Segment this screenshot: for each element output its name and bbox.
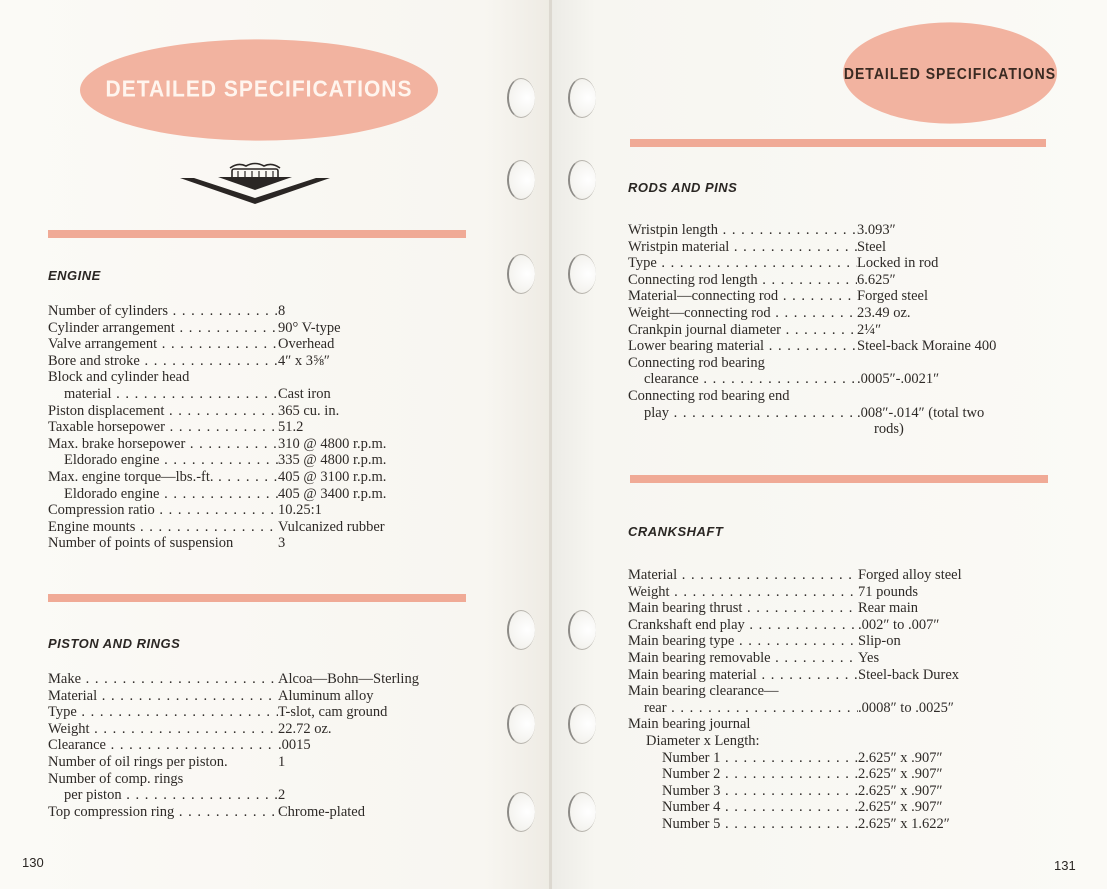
- spec-value: 22.72 oz.: [278, 720, 332, 737]
- spec-row: [628, 600, 962, 617]
- spec-row: [628, 355, 996, 372]
- page-number-left: 130: [22, 855, 44, 870]
- binder-hole-icon: [568, 78, 596, 118]
- spec-label: [628, 421, 874, 438]
- spec-label: Main bearing type . . .: [628, 633, 858, 650]
- spec-label: Number of cylinders . . .: [48, 303, 278, 320]
- spec-value: 2.625″ x .907″: [858, 799, 943, 816]
- section-title-piston-and-rings: PISTON AND RINGS: [48, 636, 181, 651]
- spec-row: [48, 535, 386, 552]
- spec-value: rods): [874, 421, 904, 438]
- spec-value: .002″ to .007″: [858, 616, 940, 633]
- spec-value: 2: [278, 787, 286, 804]
- spec-value: .008″-.014″ (total two: [857, 404, 985, 421]
- spec-row: [48, 721, 419, 738]
- spec-row: [628, 650, 962, 667]
- spec-label: Engine mounts . . .: [48, 519, 278, 536]
- spec-row: [628, 371, 996, 388]
- spec-label: Number 5 . . .: [628, 816, 858, 833]
- spec-label: clearance . . .: [628, 371, 857, 388]
- spec-value: 4″ x 3⅝″: [278, 352, 330, 369]
- spec-label: Number of oil rings per piston.: [48, 753, 228, 770]
- spec-label: Make . . .: [48, 671, 278, 688]
- spec-label: Block and cylinder head: [48, 369, 190, 386]
- engine-spec-list: [48, 303, 386, 552]
- spec-row: [628, 700, 962, 717]
- spec-row: [628, 783, 962, 800]
- spec-row: [628, 222, 996, 239]
- spec-label: Weight . . .: [628, 584, 858, 601]
- spec-label: Max. engine torque—lbs.-ft. . . .: [48, 469, 278, 486]
- spec-label: Material—connecting rod . . .: [628, 288, 857, 305]
- spec-row: [48, 320, 386, 337]
- spec-value: 90° V-type: [278, 319, 341, 336]
- spec-label: Number of comp. rings: [48, 770, 184, 787]
- spec-label: Number 3 . . .: [628, 783, 858, 800]
- spec-label: Wristpin length . . .: [628, 222, 857, 239]
- spec-label: Eldorado engine . . .: [48, 452, 278, 469]
- spec-label: Main bearing material . . .: [628, 667, 858, 684]
- spec-row: [48, 452, 386, 469]
- binder-hole-icon: [568, 792, 596, 832]
- binder-hole-icon: [507, 704, 535, 744]
- section-divider: [48, 230, 466, 238]
- spec-label: Bore and stroke . . .: [48, 353, 278, 370]
- spec-value: Rear main: [858, 600, 918, 617]
- piston-spec-list: [48, 671, 419, 820]
- spec-label: Connecting rod length . . .: [628, 272, 857, 289]
- spec-row: [628, 305, 996, 322]
- section-title-rods-and-pins: RODS AND PINS: [628, 180, 738, 195]
- spec-label: Lower bearing material . . .: [628, 338, 857, 355]
- section-title-crankshaft: CRANKSHAFT: [628, 524, 724, 539]
- spec-value: .0015: [278, 737, 311, 754]
- spec-value: 405 @ 3400 r.p.m.: [278, 485, 387, 502]
- spec-label: Piston displacement . . .: [48, 403, 278, 420]
- spec-label: Connecting rod bearing end: [628, 387, 790, 404]
- spec-label: Wristpin material . . .: [628, 239, 857, 256]
- spec-row: [48, 771, 419, 788]
- spec-row: [48, 303, 386, 320]
- spec-value: .0008″ to .0025″: [858, 699, 954, 716]
- spec-row: [628, 667, 962, 684]
- spec-label: Taxable horsepower . . .: [48, 419, 278, 436]
- spec-row: [628, 617, 962, 634]
- spec-label: Type . . .: [628, 255, 857, 272]
- binder-hole-icon: [568, 610, 596, 650]
- spec-label: Clearance . . .: [48, 737, 278, 754]
- spec-label: Diameter x Length:: [646, 732, 760, 749]
- spec-row: [48, 519, 386, 536]
- spec-value: 10.25:1: [278, 502, 322, 519]
- spec-label: Crankshaft end play . . .: [628, 617, 858, 634]
- section-divider: [630, 475, 1048, 483]
- binding-gutter: [549, 0, 552, 889]
- spec-value: Forged alloy steel: [858, 567, 962, 583]
- binder-hole-icon: [507, 254, 535, 294]
- cadillac-crest-logo-icon: [178, 160, 332, 210]
- spec-value: T-slot, cam ground: [278, 704, 388, 721]
- spec-row: [48, 336, 386, 353]
- spec-row: [628, 633, 962, 650]
- spec-value: Aluminum alloy: [278, 687, 374, 704]
- spec-value: 2.625″ x .907″: [858, 749, 943, 766]
- spec-row: [628, 255, 996, 272]
- spec-value: Steel: [857, 238, 886, 255]
- spec-row: [628, 683, 962, 700]
- spec-row: [628, 750, 962, 767]
- spec-value: Locked in rod: [857, 255, 939, 272]
- spec-row: [628, 584, 962, 601]
- spec-value: 335 @ 4800 r.p.m.: [278, 452, 387, 469]
- spec-value: Forged steel: [857, 288, 929, 305]
- spec-label: per piston . . .: [48, 787, 278, 804]
- binder-hole-icon: [507, 610, 535, 650]
- section-badge: DETAILED SPECIFICATIONS: [80, 39, 438, 140]
- spec-label: Main bearing journal: [628, 716, 751, 733]
- spec-row: [48, 704, 419, 721]
- spec-row: [48, 804, 419, 821]
- crankshaft-spec-list: [628, 567, 962, 833]
- spec-value: Overhead: [278, 336, 335, 353]
- binder-hole-icon: [568, 254, 596, 294]
- section-divider: [48, 594, 466, 602]
- spec-label: Material . . .: [628, 567, 858, 584]
- spec-row: [628, 272, 996, 289]
- spec-row: [48, 369, 386, 386]
- spec-label: material . . .: [48, 386, 278, 403]
- spec-row: [48, 688, 419, 705]
- spec-row: [48, 737, 419, 754]
- spec-label: Main bearing removable . . .: [628, 650, 858, 667]
- spec-value: 3.093″: [857, 222, 896, 238]
- spec-row: [48, 469, 386, 486]
- spec-value: 8: [278, 303, 286, 319]
- spec-value: Slip-on: [858, 633, 901, 650]
- binder-hole-icon: [507, 78, 535, 118]
- spec-label: Number of points of suspension: [48, 535, 234, 552]
- spec-value: 6.625″: [857, 271, 896, 288]
- spec-label: Number 1 . . .: [628, 750, 858, 767]
- spec-label: Weight—connecting rod . . .: [628, 305, 857, 322]
- spec-value: Vulcanized rubber: [278, 518, 385, 535]
- spec-value: 310 @ 4800 r.p.m.: [278, 435, 387, 452]
- spec-value: Steel-back Moraine 400: [857, 338, 997, 355]
- spec-label: Connecting rod bearing: [628, 354, 765, 371]
- spec-row: [628, 288, 996, 305]
- spec-row: [628, 799, 962, 816]
- spec-row: [628, 338, 996, 355]
- spec-row: [628, 322, 996, 339]
- spec-label: Cylinder arrangement . . .: [48, 320, 278, 337]
- spec-label: rear . . .: [628, 700, 858, 717]
- spec-label: Max. brake horsepower . . .: [48, 436, 278, 453]
- spec-label: Weight . . .: [48, 721, 278, 738]
- spec-value: 2.625″ x .907″: [858, 766, 943, 783]
- spec-row: [48, 436, 386, 453]
- spec-row: [48, 353, 386, 370]
- spec-value: 3: [278, 535, 286, 552]
- spec-label: Main bearing clearance—: [628, 683, 779, 700]
- section-title-engine: ENGINE: [48, 268, 101, 283]
- spec-row: [628, 766, 962, 783]
- spec-row: [628, 421, 996, 438]
- spec-label: play . . .: [628, 405, 857, 422]
- spec-row: [628, 405, 996, 422]
- spec-label: Main bearing thrust . . .: [628, 600, 858, 617]
- binder-hole-icon: [507, 160, 535, 200]
- page-number-right: 131: [1054, 858, 1076, 873]
- rods-spec-list: [628, 222, 996, 438]
- spec-value: 71 pounds: [858, 583, 919, 600]
- spec-value: 365 cu. in.: [278, 402, 340, 419]
- spec-row: [48, 754, 419, 771]
- spec-row: [628, 733, 962, 750]
- spec-label: Material . . .: [48, 688, 278, 705]
- spec-value: 51.2: [278, 419, 304, 436]
- spec-row: [48, 502, 386, 519]
- spec-row: [48, 787, 419, 804]
- spec-row: [48, 386, 386, 403]
- spec-value: 23.49 oz.: [857, 304, 911, 321]
- spec-label: Crankpin journal diameter . . .: [628, 322, 857, 339]
- spec-row: [628, 388, 996, 405]
- spec-value: Steel-back Durex: [858, 666, 960, 683]
- spec-label: Top compression ring . . .: [48, 804, 278, 821]
- section-divider: [630, 139, 1046, 147]
- spec-value: .0005″-.0021″: [857, 371, 940, 388]
- spec-label: Eldorado engine . . .: [48, 486, 278, 503]
- spec-row: [628, 816, 962, 833]
- spec-row: [48, 486, 386, 503]
- spec-label: Number 4 . . .: [628, 799, 858, 816]
- spec-value: Alcoa—Bohn—Sterling: [278, 671, 419, 687]
- spec-row: [48, 403, 386, 420]
- spec-value: 2.625″ x .907″: [858, 782, 943, 799]
- spec-row: [628, 716, 962, 733]
- binder-hole-icon: [507, 792, 535, 832]
- binder-hole-icon: [568, 160, 596, 200]
- spec-label: Valve arrangement . . .: [48, 336, 278, 353]
- spec-value: Yes: [858, 649, 880, 666]
- spec-value: 2.625″ x 1.622″: [858, 815, 950, 832]
- spec-value: 2¼″: [857, 321, 882, 338]
- spec-value: 1: [278, 753, 286, 770]
- spec-label: Compression ratio . . .: [48, 502, 278, 519]
- spec-row: [48, 419, 386, 436]
- spec-value: Chrome-plated: [278, 803, 365, 820]
- spec-row: [48, 671, 419, 688]
- section-badge: DETAILED SPECIFICATIONS: [843, 22, 1057, 123]
- spec-value: 405 @ 3100 r.p.m.: [278, 468, 387, 485]
- binder-hole-icon: [568, 704, 596, 744]
- spec-value: Cast iron: [278, 385, 331, 402]
- spec-label: Type . . .: [48, 704, 278, 721]
- spec-row: [628, 567, 962, 584]
- spec-label: Number 2 . . .: [628, 766, 858, 783]
- spec-row: [628, 239, 996, 256]
